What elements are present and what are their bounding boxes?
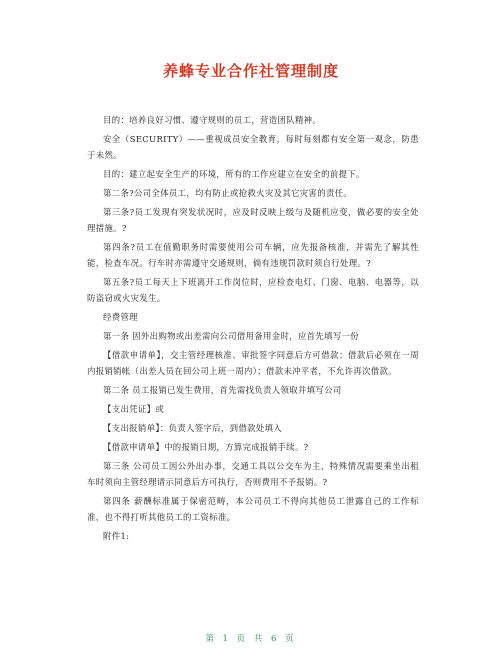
paragraph: 第二条?公司全体员工，均有防止或抢救火灾及其它灾害的责任。 xyxy=(103,188,353,198)
paragraph: 目的：培养良好习惯、遵守规则的员工，营造团队精神。 xyxy=(103,115,322,125)
paragraph: 第四条 薪酬标准属于保密范畴，本公司员工不得向其他员工泄露自己的工作标准，也不得打听其他员工的工资标准。 xyxy=(87,496,419,522)
paragraph: 目的：建立起安全生产的环境，所有的工作应建立在安全的前提下。 xyxy=(103,169,365,179)
document-title: 养蜂专业合作社管理制度 xyxy=(162,62,339,80)
paragraph: 【借款申请单】，交主管经理核准、审批签字同意后方可借款；借款后必须在一周内报销销帐（出差人员在回公司上班一周内）；借款未冲平者，不允许再次借款。 xyxy=(87,350,419,376)
page-number: 第 1 页 共 6 页 xyxy=(205,634,297,644)
paragraph: 第一条 因外出购物或出差需向公司借用备用金时，应首先填写一份 xyxy=(103,331,360,341)
document-body xyxy=(87,112,419,547)
paragraph: 安全（SECURITY）——重视成员安全教育，每时每刻都有安全第一观念，防患于未然。 xyxy=(87,134,419,160)
paragraph: 第四条?员工在值勤职务时需要使用公司车辆，应先报备核准，并需先了解其性能，检查车况。行车时亦需遵守交通规则，倘有违规罚款时须自行处理。? xyxy=(87,242,419,268)
paragraph: 【借款申请单】中的报销日期，方算完成报销手续。? xyxy=(103,442,309,452)
paragraph: 【支出报销单】：负责人签字后，到借款处填入 xyxy=(103,423,283,433)
paragraph: 第三条?员工发现有突发状况时，应及时反映上级与及随机应变，做必要的安全处理措施。? xyxy=(87,207,419,233)
section-heading: 经费管理 xyxy=(103,312,138,322)
paragraph: 第五条?员工每天上下班离开工作岗位时，应检查电灯、门窗、电脑、电器等，以防盗窃或火灾发生。 xyxy=(87,277,419,303)
paragraph: 第二条 员工报销已发生费用，首先需找负责人领取并填写公司 xyxy=(103,385,342,395)
attachment-label: 附件1: xyxy=(103,531,130,541)
paragraph: 【支出凭证】或 xyxy=(103,404,165,414)
paragraph: 第三条 公司员工因公外出办事，交通工具以公交车为主，特殊情况需要乘坐出租车时须向主管经理请示同意后方可执行，否则费用不予报销。? xyxy=(87,461,419,487)
